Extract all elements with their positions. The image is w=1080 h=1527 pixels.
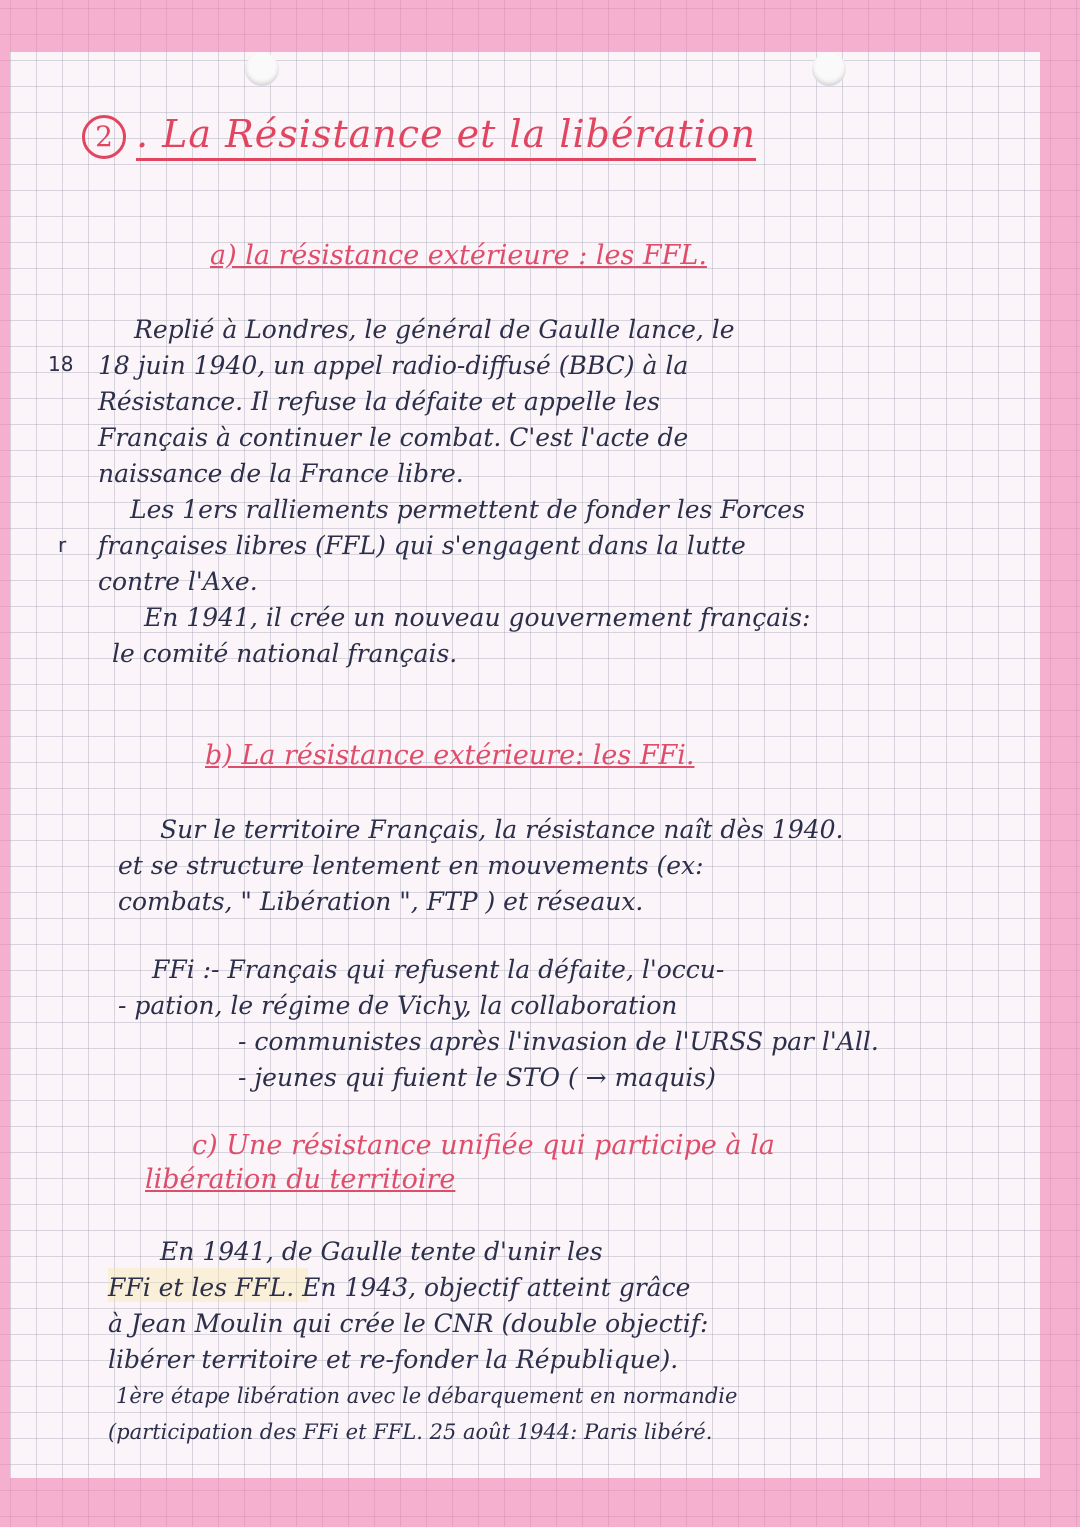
text-line: (participation des FFi et FFL. 25 août 1944: Paris libéré. bbox=[108, 1420, 713, 1444]
text-line: En 1941, il crée un nouveau gouvernement français: bbox=[144, 603, 811, 632]
heading-section-c-line2: libération du territoire bbox=[145, 1164, 456, 1195]
text-line: à Jean Moulin qui crée le CNR (double objectif: bbox=[108, 1309, 709, 1338]
list-item: FFi :- Français qui refusent la défaite, l'occu- bbox=[152, 955, 725, 984]
pink-border-left bbox=[0, 52, 10, 1478]
title-text: . La Résistance et la libération bbox=[136, 112, 756, 161]
margin-note-r: r bbox=[58, 533, 67, 557]
text-line: et se structure lentement en mouvements (ex: bbox=[118, 851, 704, 880]
text-line: combats, " Libération ", FTP ) et réseaux. bbox=[118, 887, 644, 916]
paragraph-section-c bbox=[108, 1234, 737, 1450]
section-number-badge: 2 bbox=[82, 115, 126, 159]
text-line: naissance de la France libre. bbox=[98, 459, 464, 488]
text-line: libérer territoire et re-fonder la République). bbox=[108, 1345, 679, 1374]
list-item: - pation, le régime de Vichy, la collaboration bbox=[118, 991, 678, 1020]
pink-border-top bbox=[0, 0, 1080, 52]
text-line: FFi et les FFL. En 1943, objectif atteint grâce bbox=[108, 1273, 691, 1302]
ffi-definition-list bbox=[118, 952, 879, 1096]
punch-hole-right bbox=[812, 52, 846, 86]
text-line: contre l'Axe. bbox=[98, 567, 258, 596]
heading-section-a: a) la résistance extérieure : les FFL. bbox=[210, 240, 707, 271]
text-line: Résistance. Il refuse la défaite et appelle les bbox=[98, 387, 660, 416]
list-item: - jeunes qui fuient le STO ( → maquis) bbox=[238, 1063, 716, 1092]
heading-section-b: b) La résistance extérieure: les FFi. bbox=[205, 740, 695, 771]
text-line: Replié à Londres, le général de Gaulle lance, le bbox=[134, 315, 735, 344]
text-line: 1ère étape libération avec le débarquement en normandie bbox=[116, 1384, 738, 1408]
text-line: le comité national français. bbox=[112, 639, 458, 668]
text-line: Sur le territoire Français, la résistance naît dès 1940. bbox=[160, 815, 844, 844]
pink-border-right bbox=[1040, 52, 1080, 1478]
paragraph-section-a bbox=[98, 312, 810, 672]
text-line: Les 1ers ralliements permettent de fonder les Forces bbox=[130, 495, 805, 524]
paragraph-section-b bbox=[118, 812, 844, 920]
text-line: françaises libres (FFL) qui s'engagent dans la lutte bbox=[98, 531, 746, 560]
text-line: Français à continuer le combat. C'est l'acte de bbox=[98, 423, 689, 452]
heading-section-c-line1: c) Une résistance unifiée qui participe à la bbox=[192, 1130, 775, 1161]
pink-border-bottom bbox=[0, 1478, 1080, 1527]
text-line: 18 juin 1940, un appel radio-diffusé (BBC) à la bbox=[98, 351, 689, 380]
punch-hole-left bbox=[245, 52, 279, 86]
text-line: En 1941, de Gaulle tente d'unir les bbox=[160, 1237, 603, 1266]
margin-note-18: 18 bbox=[48, 352, 74, 376]
list-item: - communistes après l'invasion de l'URSS par l'All. bbox=[238, 1027, 879, 1056]
page-title bbox=[82, 112, 756, 161]
